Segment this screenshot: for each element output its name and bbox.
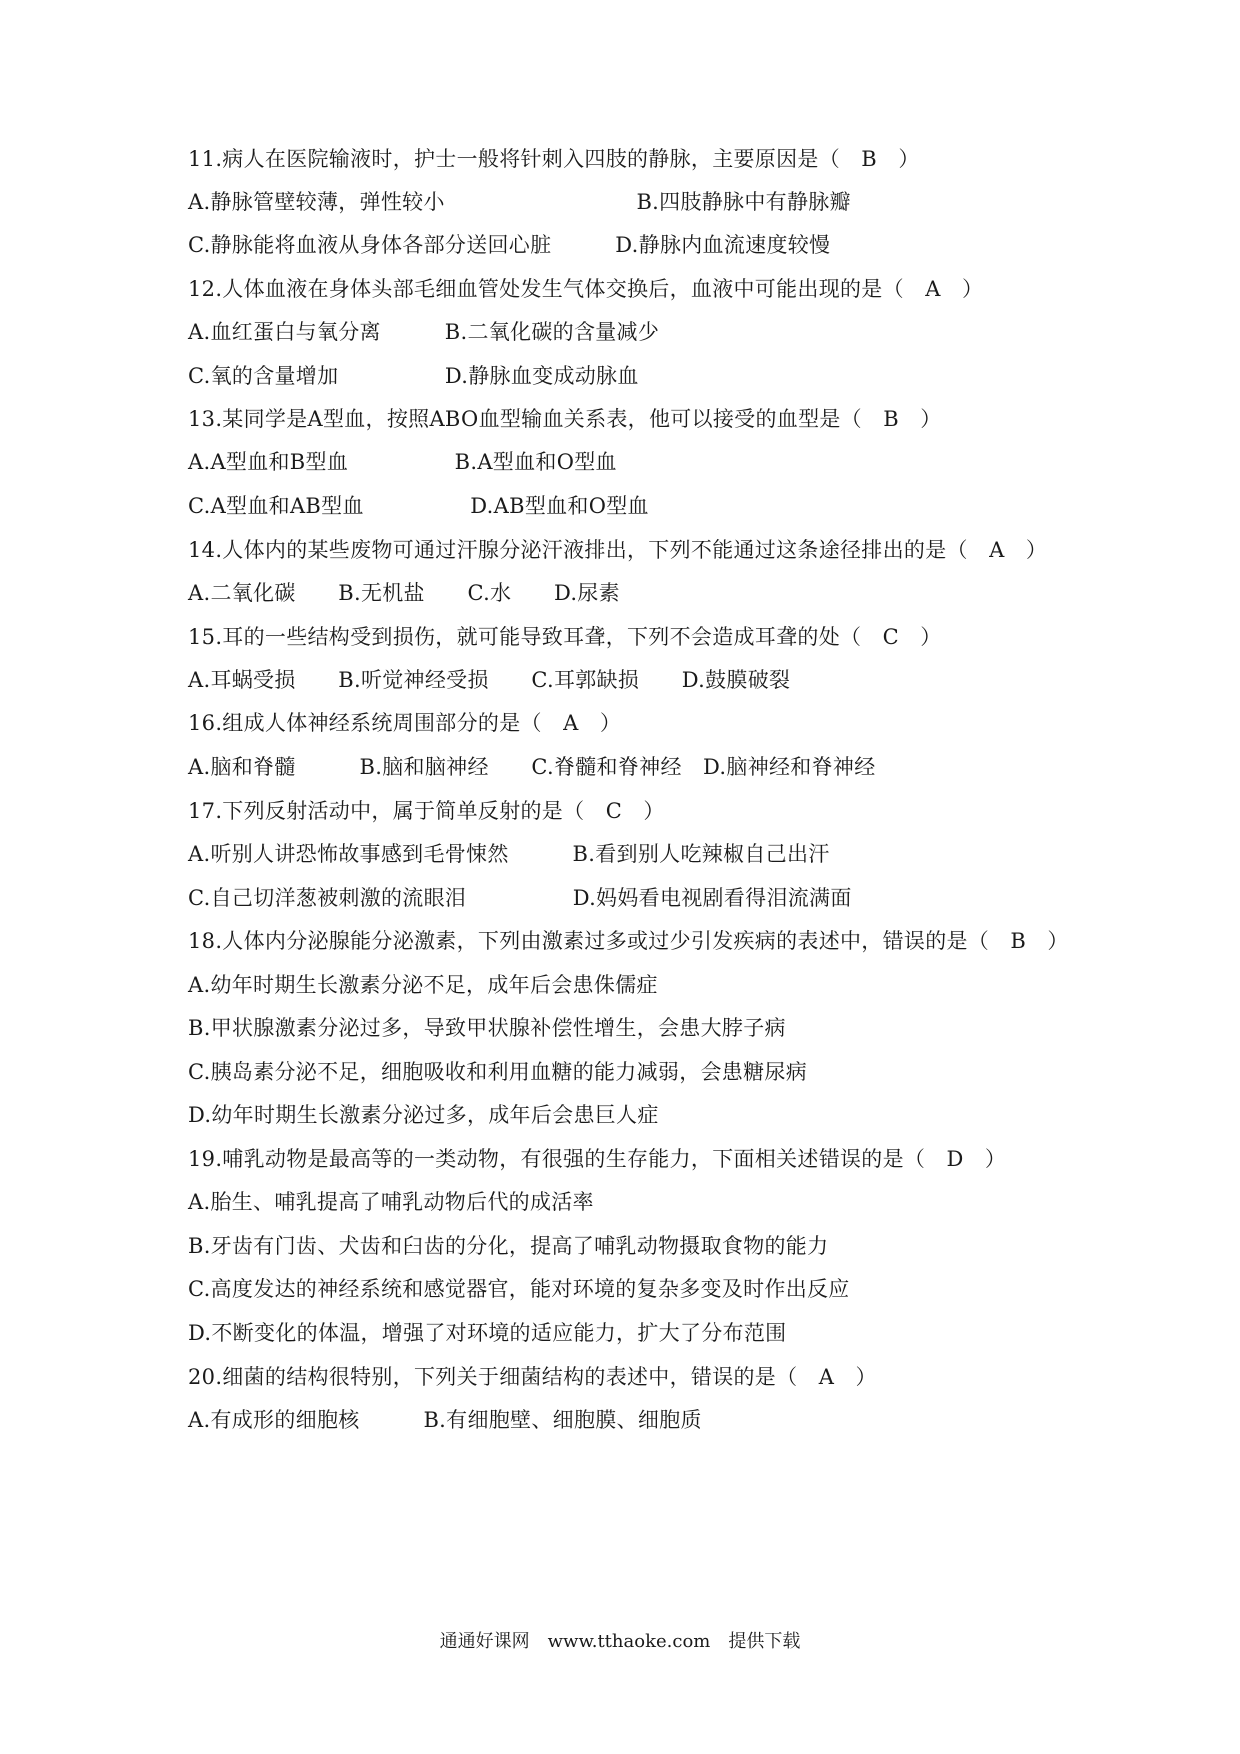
question-20-options-ab: A.有成形的细胞核 B.有细胞壁、细胞膜、细胞质 xyxy=(188,1408,702,1432)
question-15-stem: 15.耳的一些结构受到损伤，就可能导致耳聋，下列不会造成耳聋的处（ C ） xyxy=(188,625,942,649)
question-18-option-a: A.幼年时期生长激素分泌不足，成年后会患侏儒症 xyxy=(188,973,658,997)
question-20-stem: 20.细菌的结构很特别，下列关于细菌结构的表述中，错误的是（ A ） xyxy=(188,1365,877,1389)
question-13-options-cd: C.A型血和AB型血 D.AB型血和O型血 xyxy=(188,494,649,518)
question-14-options: A.二氧化碳 B.无机盐 C.水 D.尿素 xyxy=(188,581,620,605)
question-19-option-d: D.不断变化的体温，增强了对环境的适应能力，扩大了分布范围 xyxy=(188,1321,787,1345)
question-13-stem: 13.某同学是A型血，按照ABO血型输血关系表，他可以接受的血型是（ B ） xyxy=(188,407,942,431)
question-17-options-ab: A.听别人讲恐怖故事感到毛骨悚然 B.看到别人吃辣椒自己出汗 xyxy=(188,842,830,866)
question-11-options-cd: C.静脉能将血液从身体各部分送回心脏 D.静脉内血流速度较慢 xyxy=(188,233,831,257)
question-19-stem: 19.哺乳动物是最高等的一类动物，有很强的生存能力，下面相关述错误的是（ D ） xyxy=(188,1147,1007,1171)
question-16-stem: 16.组成人体神经系统周围部分的是（ A ） xyxy=(188,711,622,735)
question-11-stem: 11.病人在医院输液时，护士一般将针刺入四肢的静脉，主要原因是（ B ） xyxy=(188,147,920,171)
question-17-stem: 17.下列反射活动中，属于简单反射的是（ C ） xyxy=(188,799,665,823)
page-footer: 通通好课网 www.tthaoke.com 提供下载 xyxy=(439,1631,801,1652)
question-12-stem: 12.人体血液在身体头部毛细血管处发生气体交换后，血液中可能出现的是（ A ） xyxy=(188,277,984,301)
question-19-option-b: B.牙齿有门齿、犬齿和臼齿的分化，提高了哺乳动物摄取食物的能力 xyxy=(188,1234,829,1258)
question-18-option-d: D.幼年时期生长激素分泌过多，成年后会患巨人症 xyxy=(188,1103,659,1127)
question-18-option-b: B.甲状腺激素分泌过多，导致甲状腺补偿性增生，会患大脖子病 xyxy=(188,1016,786,1040)
question-14-stem: 14.人体内的某些废物可通过汗腺分泌汗液排出，下列不能通过这条途径排出的是（ A ） xyxy=(188,538,1048,562)
question-18-option-c: C.胰岛素分泌不足，细胞吸收和利用血糖的能力减弱，会患糖尿病 xyxy=(188,1060,807,1084)
question-19-option-c: C.高度发达的神经系统和感觉器官，能对环境的复杂多变及时作出反应 xyxy=(188,1277,850,1301)
question-13-options-ab: A.A型血和B型血 B.A型血和O型血 xyxy=(188,450,617,474)
question-16-options: A.脑和脊髓 B.脑和脑神经 C.脊髓和脊神经 D.脑神经和脊神经 xyxy=(188,755,876,779)
question-12-options-cd: C.氧的含量增加 D.静脉血变成动脉血 xyxy=(188,364,639,388)
question-18-stem: 18.人体内分泌腺能分泌激素，下列由激素过多或过少引发疾病的表述中，错误的是（ B ） xyxy=(188,929,1069,953)
question-12-options-ab: A.血红蛋白与氧分离 B.二氧化碳的含量减少 xyxy=(188,320,660,344)
question-15-options: A.耳蜗受损 B.听觉神经受损 C.耳郭缺损 D.鼓膜破裂 xyxy=(188,668,791,692)
question-17-options-cd: C.自己切洋葱被刺激的流眼泪 D.妈妈看电视剧看得泪流满面 xyxy=(188,886,852,910)
question-19-option-a: A.胎生、哺乳提高了哺乳动物后代的成活率 xyxy=(188,1190,594,1214)
question-11-options-ab: A.静脉管壁较薄，弹性较小 B.四肢静脉中有静脉瓣 xyxy=(188,190,851,214)
